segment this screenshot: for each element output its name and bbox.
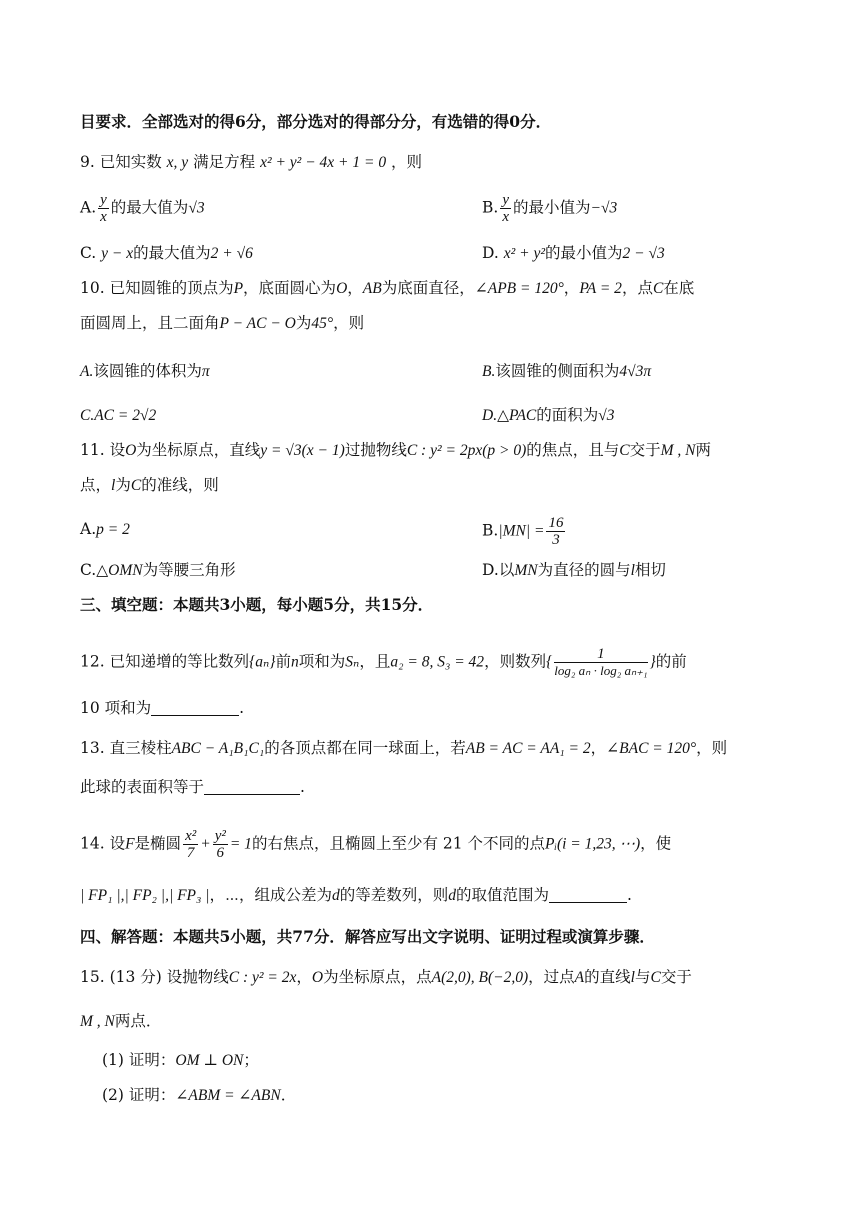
section2-scoring-note: 目要求．全部选对的得6分，部分选对的得部分分，有选错的得0分．	[80, 112, 552, 131]
q11-text: 为坐标原点，直线	[136, 441, 261, 459]
q15-text: 为坐标原点，点	[323, 968, 432, 986]
q13-condition: AB = AC = AA₁ = 2	[465, 740, 591, 757]
q15-var: O	[311, 969, 324, 986]
denominator: 6	[216, 845, 225, 861]
q12-text: 前	[275, 652, 292, 671]
question-12-stem-line2: 10 项和为 .	[80, 699, 245, 717]
fraction	[554, 646, 647, 679]
q9-equation: x² + y² − 4x + 1 = 0	[260, 154, 387, 171]
option-letter: A.	[80, 520, 97, 538]
q11-var: l	[111, 477, 116, 494]
option-expr: △OMN	[96, 562, 143, 579]
q15-var: A	[574, 969, 585, 986]
section3-heading: 三、填空题：本题共3小题，每小题5分，共15分．	[80, 595, 434, 614]
q9-option-a	[80, 192, 205, 225]
q10-option-d	[482, 403, 615, 428]
q10-text: ，底面圆心为	[243, 279, 337, 297]
option-expr: y − x	[101, 245, 134, 262]
option-expr: MN	[514, 562, 538, 579]
q15-statement: OM ⊥ ON	[175, 1052, 244, 1069]
option-letter: B.	[482, 521, 499, 540]
option-text: 的最小值为	[545, 244, 623, 262]
q15-var: M , N	[80, 1013, 115, 1030]
q9-option-d	[482, 241, 665, 266]
option-text: 的最大值为	[110, 198, 189, 217]
q15-statement: ∠ABM = ∠ABN	[175, 1087, 281, 1104]
q13-text: 13. 直三棱柱	[80, 739, 172, 757]
question-10-stem-line1	[80, 277, 694, 300]
q14-text: 是椭圆	[134, 834, 182, 853]
section4-heading: 四、解答题：本题共5小题，共77分．解答应写出文字说明、证明过程或演算步骤．	[80, 927, 655, 946]
q10-option-a	[80, 359, 210, 384]
option-expr: l	[630, 562, 635, 579]
q15-part-label: (2) 证明：	[102, 1086, 176, 1104]
question-14-stem-line1	[80, 828, 671, 861]
option-value: π	[201, 363, 210, 380]
q10-length: PA = 2	[579, 280, 622, 297]
q12-text: ，则数列	[484, 652, 547, 671]
option-value: √3	[188, 199, 205, 217]
numerator: 16	[548, 515, 564, 531]
q10-var: P	[233, 280, 244, 297]
option-expr: △PAC	[497, 407, 537, 424]
option-letter: A.	[80, 363, 94, 380]
option-letter: A.	[80, 198, 97, 217]
question-9-stem	[80, 151, 422, 174]
option-text: 为等腰三角形	[142, 561, 236, 579]
option-value: p = 2	[96, 521, 130, 538]
q11-line-equation: y = √3(x − 1)	[260, 442, 345, 459]
q14-distances: | FP₁ |,| FP₂ |,| FP₃ |	[80, 887, 210, 904]
q12-seq: {aₙ}	[249, 653, 276, 671]
numerator: y	[100, 192, 107, 208]
numerator: x²	[185, 828, 197, 844]
q11-parabola: C : y² = 2px(p > 0)	[406, 442, 527, 459]
q11-text: 交于	[629, 441, 661, 459]
q14-var: d	[448, 887, 457, 904]
option-value: 4√3π	[619, 363, 652, 380]
plus-sign: +	[200, 835, 211, 853]
q15-text: ；	[243, 1051, 259, 1069]
q9-vars: x, y	[166, 154, 189, 171]
q12-text: ，且	[359, 652, 391, 671]
option-value: AC = 2√2	[94, 407, 157, 424]
q9-text: 9. 已知实数	[80, 153, 162, 171]
question-15-stem-line1	[80, 966, 692, 989]
q12-text: 项和为	[298, 652, 346, 671]
q14-text: 的右焦点，且椭圆上至少有 21 个不同的点	[251, 834, 546, 853]
q11-text: 11. 设	[80, 441, 126, 459]
q11-option-b	[482, 515, 567, 548]
option-expr: |MN| =	[498, 522, 545, 540]
option-letter: D.	[482, 244, 499, 262]
q15-part-1	[102, 1049, 259, 1072]
q12-var: n	[291, 653, 299, 671]
q11-option-d	[482, 558, 666, 583]
q9-text: 满足方程	[193, 153, 256, 171]
q12-text: 12. 已知递增的等比数列	[80, 652, 250, 671]
q11-text: 过抛物线	[344, 441, 407, 459]
q10-text: 为底面直径，	[381, 279, 475, 297]
q9-text: ，则	[391, 153, 423, 171]
option-letter: C.	[80, 407, 95, 424]
q14-var: d	[332, 887, 340, 904]
answer-blank[interactable]	[549, 888, 627, 903]
q14-text: ，⋯，组成公差为	[209, 886, 332, 904]
question-15-stem-line2	[80, 1010, 161, 1033]
q11-text: 为	[115, 476, 131, 494]
option-text: 该圆锥的体积为	[93, 362, 202, 380]
q11-option-c	[80, 558, 236, 583]
option-text: 相切	[634, 561, 666, 579]
q15-parabola: C : y² = 2x	[228, 969, 297, 986]
q15-points: A(2,0), B(−2,0)	[431, 969, 529, 986]
q13-text: 此球的表面积等于	[80, 778, 205, 796]
q15-text: 15. (13 分) 设抛物线	[80, 968, 229, 986]
option-text: 的最大值为	[133, 244, 211, 262]
q14-text: 的等差数列，则	[339, 886, 449, 904]
numerator: y	[502, 192, 509, 208]
q13-text: ，	[590, 739, 607, 757]
q10-degree: 45°	[311, 315, 334, 332]
q12-var: Sₙ	[345, 653, 360, 671]
fraction	[213, 828, 228, 861]
q11-var: O	[125, 442, 137, 459]
denominator: x	[100, 209, 107, 225]
q11-text: 的准线，则	[141, 476, 219, 494]
q10-text: ，点	[621, 279, 653, 297]
q15-text: 的直线	[584, 968, 631, 986]
q15-text: ，	[296, 968, 312, 986]
q10-text: 10. 已知圆锥的顶点为	[80, 279, 234, 297]
q12-condition: a₂ = 8, S₃ = 42	[390, 653, 485, 671]
q10-var: C	[652, 280, 664, 297]
option-letter: B.	[482, 363, 496, 380]
fraction	[500, 192, 511, 225]
option-value: −√3	[590, 199, 618, 217]
q14-text: 的取值范围为	[456, 886, 550, 904]
q9-option-c	[80, 241, 253, 266]
option-text: 为直径的圆与	[537, 561, 631, 579]
q10-text: ，	[563, 279, 580, 297]
numerator: y²	[214, 828, 226, 844]
q10-dihedral: P − AC − O	[219, 315, 296, 332]
q15-text: ，过点	[528, 968, 575, 986]
option-text: 该圆锥的侧面积为	[495, 362, 620, 380]
q11-option-a	[80, 517, 130, 542]
q14-text: 14. 设	[80, 834, 126, 853]
question-11-stem-line2	[80, 474, 219, 497]
q13-text: ，则	[696, 739, 728, 757]
q11-var: C	[619, 442, 630, 459]
q11-text: 的焦点，且与	[526, 441, 620, 459]
q13-prism: ABC − A₁B₁C₁	[171, 740, 265, 757]
option-letter: D.	[482, 407, 498, 424]
fraction	[546, 515, 565, 548]
q10-text: 面圆周上，且二面角	[80, 314, 220, 332]
q14-text: ，使	[640, 834, 672, 853]
option-text: 的最小值为	[513, 198, 591, 217]
question-13-stem-line1	[80, 737, 727, 760]
option-value: 2 + √6	[210, 245, 253, 262]
question-11-stem-line1	[80, 439, 711, 462]
option-value: 2 − √3	[622, 245, 665, 262]
q10-option-c	[80, 403, 156, 428]
q10-angle: ∠APB = 120°	[474, 280, 564, 297]
denominator: 3	[552, 532, 560, 548]
q11-var: C	[130, 477, 142, 494]
question-10-stem-line2	[80, 312, 364, 335]
option-letter: C.	[80, 561, 97, 579]
fraction	[183, 828, 198, 861]
option-text: 的面积为	[536, 406, 599, 424]
q10-var: O	[336, 280, 348, 297]
option-letter: D.	[482, 561, 499, 579]
q15-part-2	[102, 1084, 296, 1107]
q10-var: AB	[362, 280, 382, 297]
q10-option-b	[482, 359, 651, 384]
option-value: √3	[598, 407, 615, 424]
q14-var: F	[125, 835, 135, 853]
q15-text: 交于	[660, 968, 692, 986]
q12-text: 的前	[655, 652, 687, 671]
q11-var: M , N	[660, 442, 696, 459]
q12-text: 10 项和为	[80, 699, 152, 717]
q15-text: 与	[634, 968, 651, 986]
q11-text: 两	[695, 441, 711, 459]
q15-part-label: (1) 证明：	[102, 1051, 176, 1069]
q15-text: ．	[280, 1086, 297, 1104]
equals: = 1	[229, 835, 252, 853]
q13-text: 的各顶点都在同一球面上，若	[264, 739, 466, 757]
q11-text: 点，	[80, 476, 112, 494]
option-letter: C.	[80, 244, 97, 262]
q9-option-b	[482, 192, 617, 225]
fraction	[98, 192, 109, 225]
q10-text: ，	[347, 279, 363, 297]
option-expr: x² + y²	[503, 245, 546, 262]
q15-var: l	[630, 969, 635, 986]
numerator: 1	[554, 646, 647, 663]
q13-angle: ∠BAC = 120°	[606, 740, 697, 757]
option-letter: B.	[482, 198, 499, 217]
answer-blank[interactable]	[204, 780, 300, 795]
q15-text: 两点．	[114, 1012, 162, 1030]
q10-text: ，则	[333, 314, 365, 332]
q10-text: 为	[295, 314, 312, 332]
question-14-stem-line2: | FP₁ |,| FP₂ |,| FP₃ |，⋯，组成公差为d的等差数列，则d的取值范围为 .	[80, 886, 632, 904]
q15-var: C	[650, 969, 661, 986]
question-13-stem-line2: 此球的表面积等于 .	[80, 778, 305, 796]
denominator: log₂ aₙ · log₂ aₙ₊₁	[554, 663, 648, 678]
denominator: 7	[186, 845, 195, 861]
q10-text: 在底	[663, 279, 695, 297]
denominator: x	[502, 209, 509, 225]
question-12-stem-line1: 12. 已知递增的等比数列{aₙ}前n项和为Sₙ，且a₂ = 8, S₃ = 42，则数列{ $\frac{1}{\text{log₂ aₙ · log₂ aₙ₊₁}}$ }的前	[80, 646, 687, 678]
answer-blank[interactable]	[151, 701, 239, 716]
option-text: 以	[498, 561, 515, 579]
q14-points: Pᵢ(i = 1,23, ⋯)	[545, 835, 641, 853]
